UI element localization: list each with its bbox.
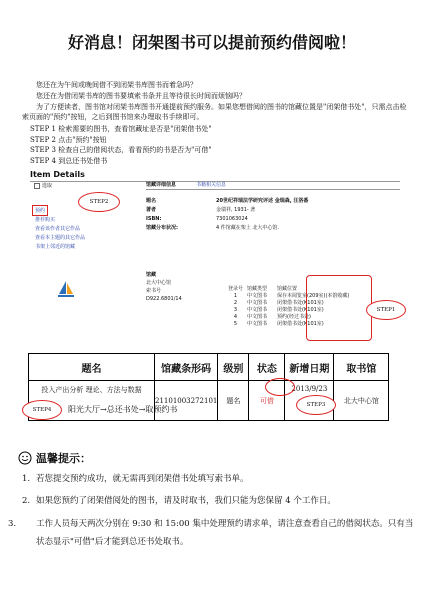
tips-heading <box>18 450 91 466</box>
subject-works-link[interactable]: 查看本主题的其它作品 <box>35 235 86 241</box>
status-cell-library: 北大中心馆 <box>334 381 389 421</box>
tab-holdings-details[interactable]: 馆藏详细信息 <box>146 182 177 188</box>
nearby-items-link[interactable]: 书架上邻近的馆藏 <box>35 244 76 250</box>
call-number-label: 索书号 <box>146 288 162 294</box>
holdings-cell: 闭架借书处(K101室) <box>277 321 324 327</box>
field-value-title: 20世纪祥瑞法学研究评述 金瑞森, 汪洛番 <box>216 198 309 204</box>
item-details-header: Item Details <box>30 170 85 179</box>
holdings-cell: 闭架借书处(K101室) <box>277 307 324 313</box>
tip-item <box>22 492 416 510</box>
smiley-icon <box>18 451 32 465</box>
call-number: D922.6801/14 <box>146 296 182 302</box>
step-4-text: STEP 4 到总还书处借书 <box>30 156 108 165</box>
recommend-purchase-link[interactable]: 推荐购买 <box>35 217 56 223</box>
tips-title: 温馨提示： <box>36 452 91 465</box>
status-cell-date: 2013/9/23 <box>285 381 334 421</box>
status-header-status: 状态 <box>249 354 285 381</box>
intro-line-2: 您还在为借闭架书库的图书要填索书条并且等待很长时间而烦恼吗？ <box>36 92 246 100</box>
field-label-author: 著者 <box>146 207 157 213</box>
tab-book-info[interactable]: 书籍相关信息 <box>196 182 227 188</box>
step4-callout: STEP4 <box>22 400 62 420</box>
holdings-cell: 中文图书 <box>247 300 268 306</box>
tip-text: 工作人员每天两次分别在 9:30 和 15:00 集中处理预约请求单，请注意查看自己的借阅状态。只有当状态显示"可借"后才能到总还书处取书。 <box>36 519 414 547</box>
field-value-author: 金瑞祥, 1931- 著 <box>216 207 256 213</box>
tabs-divider <box>146 189 400 190</box>
tip-item <box>22 470 416 488</box>
holdings-cell: 2 <box>233 299 238 306</box>
field-value-isbn: 7301063024 <box>216 216 248 222</box>
field-label-distribution: 馆藏分布状况: <box>146 225 179 231</box>
status-cell-status: 可借 <box>249 381 285 421</box>
tip-number: 3. <box>8 519 17 529</box>
intro-paragraph-3: 为了方便读者，图书馆对闭架书库图书开通提前预约服务。如果您想借阅的图书的馆藏位置是"闭架借书处"，只需点击检索页面的"预约"按钮，之后到图书馆来办理取书手续即可。 <box>22 103 407 121</box>
step1-callout: STEP1 <box>366 300 406 320</box>
status-header-barcode: 馆藏条形码 <box>155 354 218 381</box>
holdings-cell: 中文图书 <box>247 321 268 327</box>
holdings-cell: 中文图书 <box>247 307 268 313</box>
step-3-text: STEP 3 检查自己的借阅状态，看看预约的书是否为"可借" <box>30 146 212 155</box>
library-label: 馆藏 <box>146 272 157 278</box>
reserve-link[interactable]: 预约 <box>35 208 46 214</box>
author-works-link[interactable]: 查看该作者其它作品 <box>35 226 81 232</box>
location-highlight-box <box>306 275 372 341</box>
holdings-header: 馆藏位置 <box>277 286 298 292</box>
status-header-date: 新增日期 <box>285 354 334 381</box>
status-highlight-circle <box>265 378 295 396</box>
holdings-cell: 5 <box>233 320 238 327</box>
status-header-library: 取书馆 <box>334 354 389 381</box>
reserve-highlight-box <box>32 205 48 216</box>
book-cover-icon <box>57 280 75 300</box>
page-title: 好消息！闭架图书可以提前预约借阅啦！ <box>67 33 356 52</box>
holdings-header: 登录号 <box>228 286 244 292</box>
library-name: 北大中心馆 <box>146 280 172 286</box>
status-cell-level: 题名 <box>218 381 249 421</box>
status-header-level: 级别 <box>218 354 249 381</box>
status-cell-title: 投入产出分析 理论、方法与数据 <box>29 381 155 421</box>
tip-number: 1. <box>22 474 31 484</box>
tip-item <box>8 515 416 551</box>
tip-text: 如果您预约了闭架借阅处的图书，请及时取书，我们只能为您保留 4 个工作日。 <box>36 496 336 506</box>
tip-text: 若您提交预约成功，就无需再到闭架借书处填写索书单。 <box>36 474 249 484</box>
holdings-cell: 4 <box>233 313 238 320</box>
holdings-cell: 3 <box>233 306 238 313</box>
holdings-cell: 预约(经过书处) <box>277 314 311 320</box>
field-label-title: 题名 <box>146 198 157 204</box>
holdings-cell: 中文图书 <box>247 314 268 320</box>
status-cell-barcode: 21101003272101 <box>155 381 218 421</box>
select-row <box>34 182 52 189</box>
select-label: 选取 <box>42 183 53 189</box>
field-label-isbn: ISBN: <box>146 216 162 222</box>
field-value-distribution: 4 件馆藏在架上 北大中心馆. <box>216 225 279 231</box>
holdings-cell: 保存本阅览室(209室)(本馆收藏) <box>277 293 350 299</box>
tip-number: 2. <box>22 496 31 506</box>
status-header-title: 题名 <box>29 354 155 381</box>
select-checkbox[interactable] <box>34 183 40 189</box>
step-1-text: STEP 1 检索需要的图书，查看馆藏址是否是"闭架借书处" <box>30 125 212 133</box>
intro-line-1: 您还在为午间或晚间借不到闭架书库图书而着急吗？ <box>36 81 197 89</box>
holdings-cell: 中文图书 <box>247 293 268 299</box>
pickup-route: 阳光大厅→总还书处→取预约书 <box>68 405 178 414</box>
holdings-cell: 1 <box>233 292 238 299</box>
step3-callout: STEP3 <box>296 395 336 415</box>
holdings-cell: 闭架借书处(K101室) <box>277 300 324 306</box>
holdings-header: 馆藏类型 <box>247 286 268 292</box>
step-2-text: STEP 2 点击"预约"按钮 <box>30 135 107 144</box>
status-header-row <box>29 354 389 381</box>
step2-callout: STEP2 <box>78 192 120 212</box>
